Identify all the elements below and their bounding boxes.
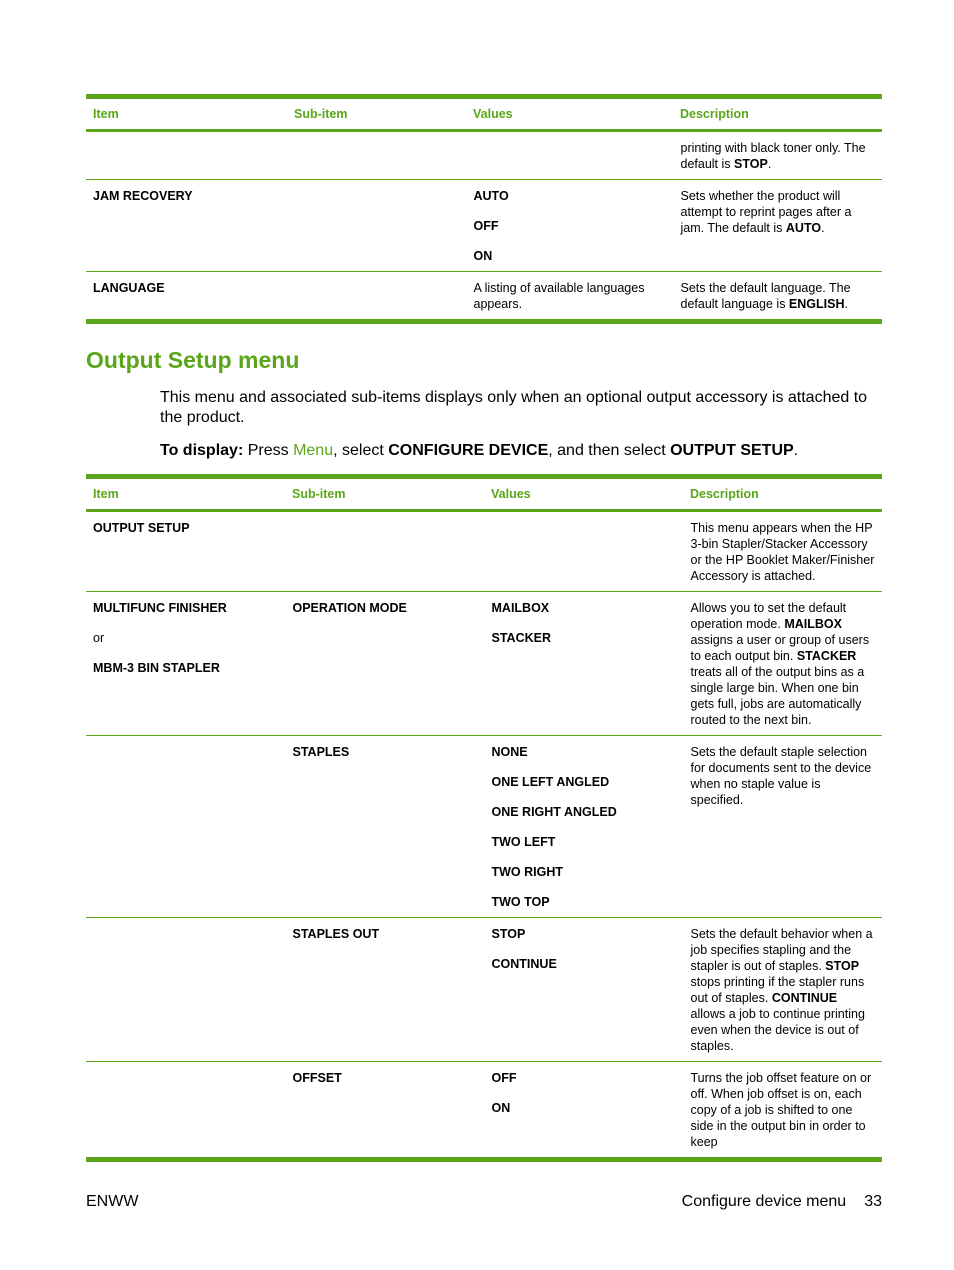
header-item: Item	[86, 97, 287, 131]
cell-description	[683, 918, 882, 1062]
desc-bold: STOP	[734, 157, 768, 171]
output-setup-table	[86, 474, 882, 1162]
desc-text: printing with black toner only. The default is	[680, 141, 866, 171]
cell-item	[86, 592, 285, 736]
value-option: TWO TOP	[491, 895, 550, 909]
table-row	[86, 736, 882, 918]
cell-description: Turns the job offset feature on or off. When job offset is on, each copy of a job is shifted to one side in the output bin in order to keep	[683, 1062, 882, 1160]
value-option: TWO LEFT	[491, 835, 556, 849]
configure-device-label: CONFIGURE DEVICE	[388, 442, 549, 459]
cell-subitem	[285, 511, 484, 592]
header-values: Values	[484, 477, 683, 511]
instruction-text: Press	[243, 442, 294, 459]
footer-edition: ENWW	[86, 1193, 139, 1210]
desc-text: Sets the default language. The default language is	[680, 281, 851, 311]
cell-description	[673, 131, 882, 180]
value-option: STACKER	[491, 631, 551, 645]
desc-text: .	[767, 157, 772, 171]
desc-text: .	[821, 221, 825, 235]
desc-bold: STACKER	[796, 649, 857, 663]
header-subitem: Sub-item	[287, 97, 466, 131]
desc-text: Allows you to set the default operation mode.	[690, 601, 847, 631]
cell-values	[484, 736, 683, 918]
value-option: CONTINUE	[491, 957, 557, 971]
instruction-text: .	[793, 442, 799, 459]
desc-bold: AUTO	[785, 221, 822, 235]
table-row	[86, 131, 882, 180]
cell-subitem	[287, 180, 466, 272]
to-display-instructions	[160, 441, 880, 461]
value-option: STOP	[491, 927, 526, 941]
cell-description	[683, 592, 882, 736]
instruction-text: , and then select	[548, 442, 671, 459]
cell-subitem: OFFSET	[285, 1062, 484, 1160]
table-header-row	[86, 477, 882, 511]
table-row	[86, 1062, 882, 1160]
cell-item: JAM RECOVERY	[86, 180, 287, 272]
desc-bold: CONTINUE	[771, 991, 838, 1005]
desc-text: stops printing if the stapler runs out of staples.	[690, 975, 865, 1005]
cell-values	[484, 918, 683, 1062]
header-subitem: Sub-item	[285, 477, 484, 511]
cell-values	[484, 592, 683, 736]
desc-bold: MAILBOX	[784, 617, 842, 631]
footer-page-info	[682, 1193, 882, 1211]
language-settings-table	[86, 94, 882, 324]
instruction-text: , select	[333, 442, 389, 459]
cell-subitem: STAPLES	[285, 736, 484, 918]
value-option: OFF	[473, 219, 499, 233]
cell-description	[673, 272, 882, 322]
desc-text: assigns a user or group of users to each output bin.	[690, 633, 870, 663]
cell-subitem	[287, 272, 466, 322]
cell-description	[673, 180, 882, 272]
header-values: Values	[466, 97, 673, 131]
table-header-row	[86, 97, 882, 131]
table-row	[86, 180, 882, 272]
cell-values	[484, 1062, 683, 1160]
table-row	[86, 511, 882, 592]
cell-subitem	[287, 131, 466, 180]
to-display-label: To display:	[160, 442, 244, 459]
table-row	[86, 272, 882, 322]
value-option: AUTO	[473, 189, 509, 203]
table-row	[86, 592, 882, 736]
cell-subitem: OPERATION MODE	[285, 592, 484, 736]
desc-text: .	[844, 297, 848, 311]
cell-item	[86, 918, 285, 1062]
cell-values: A listing of available languages appears.	[466, 272, 673, 322]
header-item: Item	[86, 477, 285, 511]
cell-item	[86, 131, 287, 180]
menu-button-reference: Menu	[293, 442, 334, 459]
cell-item: LANGUAGE	[86, 272, 287, 322]
value-option: ON	[491, 1101, 511, 1115]
cell-item	[86, 1062, 285, 1160]
desc-text: Sets whether the product will attempt to reprint pages after a jam. The default is	[680, 189, 852, 235]
cell-description: This menu appears when the HP 3-bin Stapler/Stacker Accessory or the HP Booklet Maker/Finisher Accessory is attached.	[683, 511, 882, 592]
item-or: or	[93, 631, 105, 645]
item-mbm3-bin-stapler: MBM-3 BIN STAPLER	[93, 661, 220, 675]
header-description: Description	[673, 97, 882, 131]
table-row	[86, 918, 882, 1062]
section-intro: This menu and associated sub-items displays only when an optional output accessory is attached to the product.	[160, 389, 868, 426]
desc-text: allows a job to continue printing even when the device is out of staples.	[690, 1007, 865, 1053]
desc-bold: ENGLISH	[788, 297, 845, 311]
cell-item	[86, 736, 285, 918]
value-option: OFF	[491, 1071, 517, 1085]
section-title: Output Setup menu	[86, 347, 300, 373]
output-setup-label: OUTPUT SETUP	[670, 442, 794, 459]
footer-section: Configure device menu	[681, 1193, 847, 1210]
value-option: MAILBOX	[491, 601, 550, 615]
cell-values	[466, 131, 673, 180]
page-number: 33	[864, 1193, 882, 1210]
value-option: ONE RIGHT ANGLED	[491, 805, 617, 819]
desc-bold: STOP	[825, 959, 860, 973]
cell-subitem: STAPLES OUT	[285, 918, 484, 1062]
desc-text: Sets the default behavior when a job specifies stapling and the stapler is out of staples.	[690, 927, 873, 973]
value-option: ONE LEFT ANGLED	[491, 775, 610, 789]
item-multifunc-finisher: MULTIFUNC FINISHER	[93, 601, 227, 615]
cell-values	[484, 511, 683, 592]
value-option: TWO RIGHT	[491, 865, 564, 879]
cell-description: Sets the default staple selection for documents sent to the device when no staple value is specified.	[683, 736, 882, 918]
cell-item: OUTPUT SETUP	[86, 511, 285, 592]
value-option: ON	[473, 249, 493, 263]
desc-text: treats all of the output bins as a single large bin. When one bin gets full, jobs are automatically routed to the next bin.	[690, 665, 865, 727]
header-description: Description	[683, 477, 882, 511]
cell-values	[466, 180, 673, 272]
value-option: NONE	[491, 745, 528, 759]
